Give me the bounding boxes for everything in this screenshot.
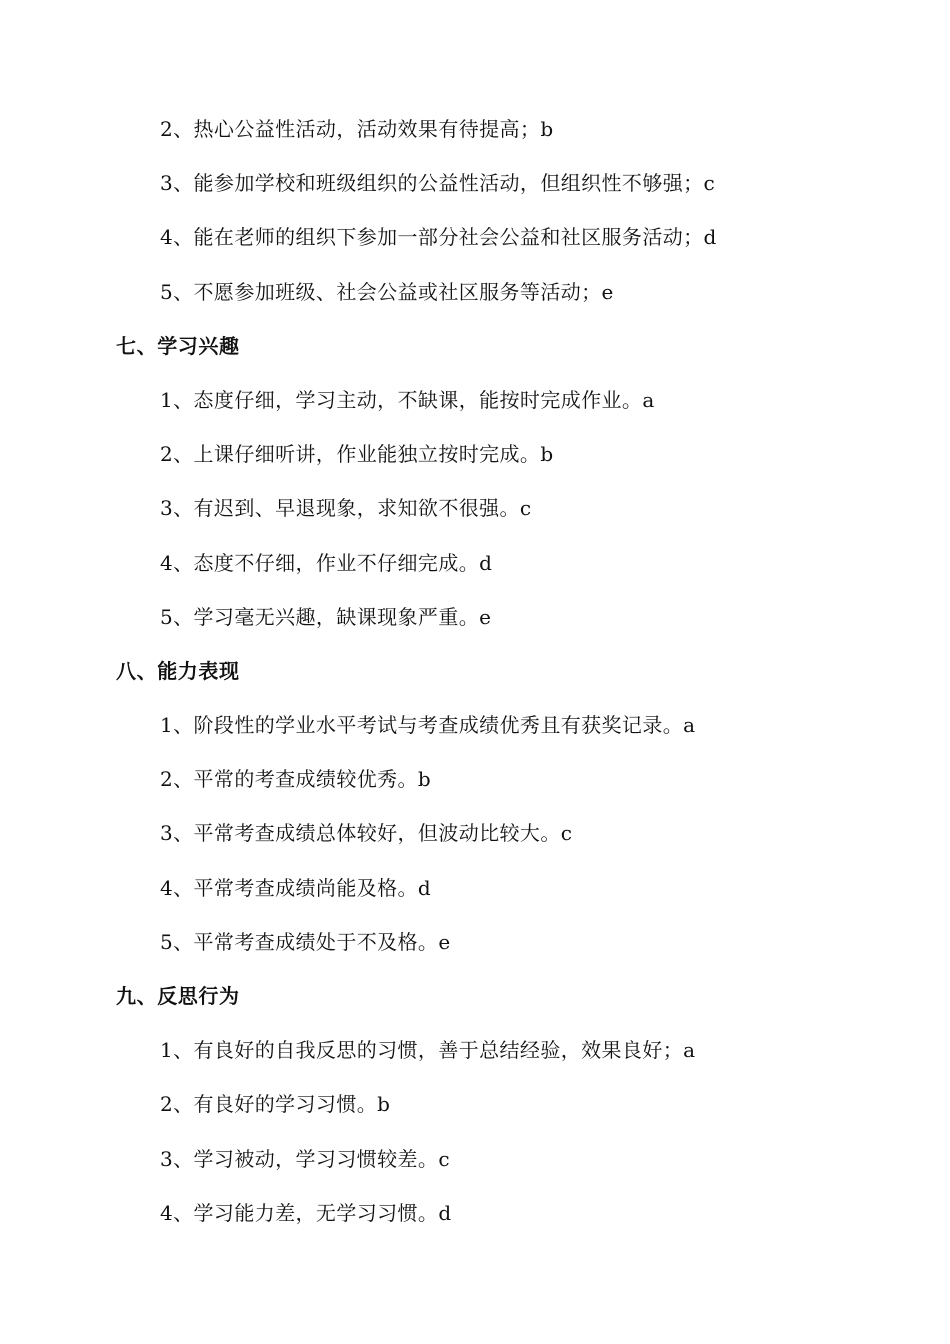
list-item: 3、学习被动，学习习惯较差。c [160, 1146, 450, 1171]
list-item: 2、有良好的学习习惯。b [160, 1092, 391, 1117]
list-item: 3、平常考查成绩总体较好，但波动比较大。c [160, 821, 573, 846]
list-item: 2、热心公益性活动，活动效果有待提高；b [160, 117, 554, 141]
section-heading: 八、能力表现 [116, 658, 240, 683]
list-item: 4、能在老师的组织下参加一部分社会公益和社区服务活动；d [160, 225, 717, 250]
section-ability-performance [0, 644, 950, 969]
document-body [0, 102, 950, 1240]
list-item: 1、态度仔细，学习主动，不缺课，能按时完成作业。a [160, 387, 655, 412]
list-item: 3、有迟到、早退现象，求知欲不很强。c [160, 496, 532, 521]
section-reflection-behavior [0, 969, 950, 1240]
list-item: 5、不愿参加班级、社会公益或社区服务等活动；e [160, 279, 614, 304]
section-learning-interest [0, 319, 950, 644]
list-item: 4、学习能力差，无学习习惯。d [160, 1200, 452, 1225]
list-item: 1、阶段性的学业水平考试与考查成绩优秀且有获奖记录。a [160, 713, 696, 738]
section-heading: 九、反思行为 [116, 984, 240, 1008]
list-item: 2、平常的考查成绩较优秀。b [160, 767, 432, 792]
list-item: 4、平常考查成绩尚能及格。d [160, 875, 432, 900]
section-continued-list [0, 102, 950, 319]
list-item: 2、上课仔细听讲，作业能独立按时完成。b [160, 442, 554, 467]
list-item: 4、态度不仔细，作业不仔细完成。d [160, 550, 493, 575]
list-item: 5、平常考查成绩处于不及格。e [160, 929, 451, 954]
list-item: 5、学习毫无兴趣，缺课现象严重。e [160, 604, 492, 629]
list-item: 3、能参加学校和班级组织的公益性活动，但组织性不够强；c [160, 171, 716, 196]
section-heading: 七、学习兴趣 [116, 333, 240, 358]
list-item: 1、有良好的自我反思的习惯，善于总结经验，效果良好；a [160, 1038, 696, 1063]
